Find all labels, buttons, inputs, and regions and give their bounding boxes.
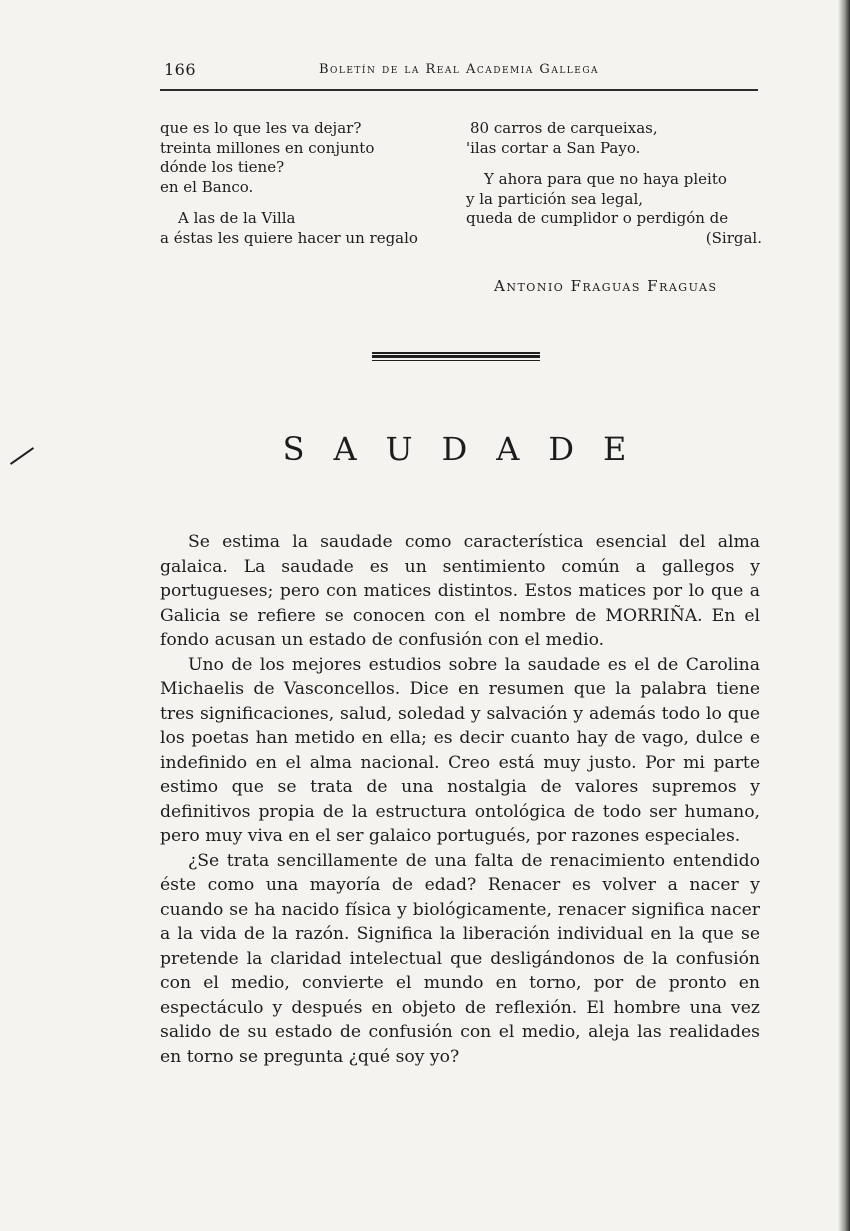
- body-paragraph: ¿Se trata sencillamente de una falta de renacimiento entendido éste como una mayoría de edad? Renacer es volver a nacer y cuando se ha nacido física y biológicamente, renacer significa nacer a la vida de la razón. Significa la liberación individual en la que se pretende la claridad intelectual que desligándonos de la confusión con el medio, convierte el mundo en torno, por de pronto en espectáculo y después en objeto de reflexión. El hombre una vez salido de su estado de confusión con el medio, aleja las realidades en torno se pregunta ¿qué soy yo?: [160, 850, 760, 1067]
- journal-title: Boletín de la Real Academia Gallega: [318, 62, 600, 77]
- stanza-gap: [160, 197, 460, 209]
- divider-thin-line: [372, 360, 540, 362]
- page-number: 166: [164, 60, 197, 79]
- section-divider-ornament: [372, 352, 540, 361]
- article-body: [160, 530, 760, 1069]
- poem-line: que es lo que les va dejar?: [160, 119, 362, 137]
- poem-right-column: [466, 119, 762, 248]
- margin-pen-mark: [10, 447, 34, 465]
- poem-left-column: [160, 119, 460, 248]
- poem-signature: (Sirgal.: [705, 228, 762, 247]
- poem-author: Antonio Fraguas Fraguas: [494, 277, 718, 295]
- poem-line: A las de la Villa: [178, 209, 296, 227]
- page-edge-shadow: [838, 0, 850, 1231]
- poem-line: 'ilas cortar a San Payo.: [466, 138, 641, 157]
- poem-line: Y ahora para que no haya pleito: [484, 170, 727, 188]
- poem-line: treinta millones en conjunto: [160, 138, 375, 157]
- poem-line: dónde los tiene?: [160, 158, 285, 176]
- divider-thin-line: [372, 352, 540, 354]
- poem-line: a éstas les quiere hacer un regalo: [160, 228, 418, 247]
- poem-line: en el Banco.: [160, 177, 254, 196]
- body-paragraph: Se estima la saudade como característica esencial del alma galaica. La saudade es un sentimiento común a gallegos y portugueses; pero con matices distintos. Estos matices por lo que a Galicia se refiere se conocen con el nombre de MORRIÑA. En el fondo acusan un estado de confusión con el medio.: [160, 532, 760, 650]
- divider-thick-line: [372, 355, 540, 358]
- poem-line: y la partición sea legal,: [466, 189, 644, 208]
- header-rule: [160, 89, 758, 91]
- poem-line: 80 carros de carqueixas,: [470, 119, 658, 137]
- running-head: [160, 58, 758, 84]
- stanza-gap: [466, 158, 762, 170]
- poem-line: queda de cumplidor o perdigón de: [466, 209, 729, 227]
- body-paragraph: Uno de los mejores estudios sobre la saudade es el de Carolina Michaelis de Vasconcellos. Dice en resumen que la palabra tiene tres significaciones, salud, soledad y salvación y además todo lo que los poetas han metido en ella; es decir cuanto hay de vago, dulce e indefinido en el alma nacional. Creo está muy justo. Por mi parte estimo que se trata de una nostalgia de valores supremos y definitivos propia de la estructura ontológica de todo ser humano, pero muy viva en el ser galaico portugués, por razones especiales.: [160, 654, 760, 846]
- article-title: SAUDADE: [282, 430, 656, 468]
